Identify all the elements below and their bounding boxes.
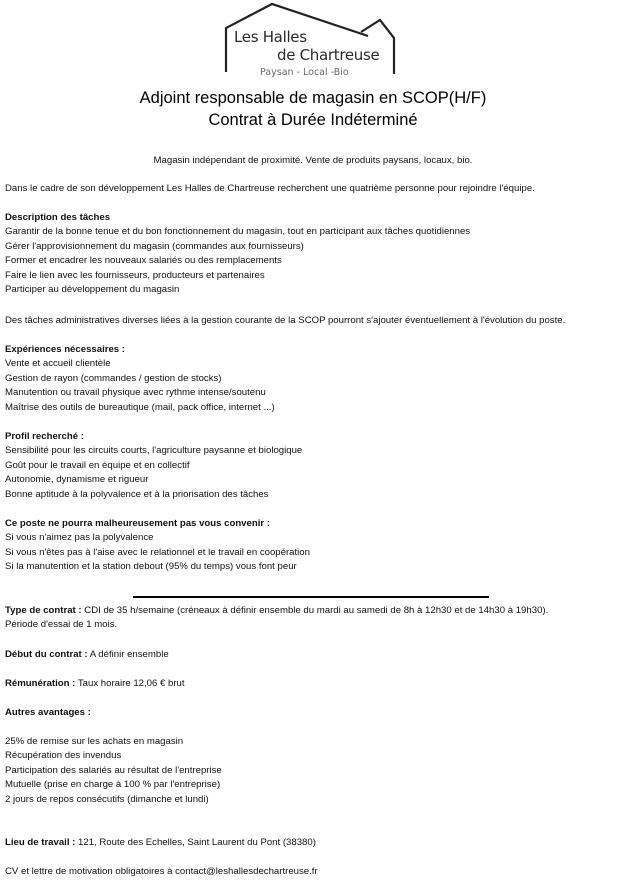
- tasks-heading: Description des tâches: [5, 212, 111, 223]
- benefits-heading-row: [5, 706, 91, 720]
- benefit-item: Mutuelle (prise en charge à 100 % par l'entreprise): [5, 779, 221, 791]
- task-item: Garantir de la bonne tenue et du bon fonctionnement du magasin, tout en participant aux tâches quotidiennes: [5, 226, 471, 238]
- tasks-section: [5, 211, 470, 297]
- profile-item: Goût pour le travail en équipe et en collectif: [5, 459, 190, 471]
- experience-item: Maîtrise des outils de bureautique (mail, pack office, internet ...): [5, 401, 275, 413]
- benefit-item: Participation des salariés au résultat de l'entreprise: [5, 764, 222, 776]
- experience-item: Gestion de rayon (commandes / gestion de stocks): [5, 372, 222, 384]
- not-for-you-item: Si la manutention et la station debout (95% du temps) vous font peur: [5, 561, 297, 573]
- contract-type: [5, 604, 548, 633]
- benefits-list: [5, 735, 222, 807]
- not-for-you-section: [5, 517, 310, 575]
- benefit-item: Récupération des invendus: [5, 750, 122, 762]
- not-for-you-item: Si vous n'êtes pas à l'aise avec le relationnel et le travail en coopération: [5, 546, 310, 558]
- contract-type-label: Type de contrat :: [5, 605, 82, 616]
- context-paragraph: Dans le cadre de son développement Les Halles de Chartreuse recherchent une quatrième personne pour rejoindre l'équipe.: [5, 183, 535, 194]
- not-for-you-item: Si vous n'aimez pas la polyvalence: [5, 532, 154, 544]
- experience-section: [5, 343, 275, 415]
- contract-start: [5, 648, 169, 662]
- salary-value: Taux horaire 12,06 € brut: [75, 678, 185, 689]
- experience-item: Vente et accueil clientèle: [5, 358, 111, 370]
- benefits-heading: Autres avantages :: [5, 707, 91, 718]
- experience-item: Manutention ou travail physique avec rythme intense/soutenu: [5, 387, 266, 399]
- task-item: Participer au développement du magasin: [5, 284, 180, 296]
- store-intro: Magasin indépendant de proximité. Vente de produits paysans, locaux, bio.: [153, 155, 473, 166]
- logo-name-line1: Les Halles: [234, 28, 307, 46]
- work-location-label: Lieu de travail :: [5, 837, 76, 848]
- company-logo: [222, 2, 398, 80]
- logo-tagline: Paysan - Local -Bio: [260, 67, 349, 78]
- trial-period: Période d'essai de 1 mois.: [5, 619, 118, 631]
- benefit-item: 2 jours de repos consécutifs (dimanche et lundi): [5, 793, 209, 805]
- profile-item: Sensibilité pour les circuits courts, l'agriculture paysanne et biologique: [5, 445, 303, 457]
- salary: [5, 677, 185, 691]
- application-instructions: [5, 865, 318, 879]
- task-item: Former et encadrer les nouveaux salariés ou des remplacements: [5, 255, 282, 267]
- application-text: CV et lettre de motivation obligatoires à: [5, 866, 176, 877]
- admin-note: Des tâches administratives diverses liées à la gestion courante de la SCOP pourront s'ajouter éventuellement à l'évolution du poste.: [5, 315, 566, 326]
- contract-start-label: Début du contrat :: [5, 649, 88, 660]
- task-item: Faire le lien avec les fournisseurs, producteurs et partenaires: [5, 269, 265, 281]
- logo-name-line2: de Chartreuse: [277, 46, 380, 64]
- profile-item: Bonne aptitude à la polyvalence et à la priorisation des tâches: [5, 488, 269, 500]
- not-for-you-heading: Ce poste ne pourra malheureusement pas vous convenir :: [5, 518, 270, 529]
- contract-start-value: A définir ensemble: [87, 649, 169, 660]
- benefit-item: 25% de remise sur les achats en magasin: [5, 736, 184, 747]
- section-divider: [133, 596, 489, 598]
- contract-type-value: CDI de 35 h/semaine (créneaux à définir ensemble du mardi au samedi de 8h à 12h30 et de 14h30 à 19h30).: [81, 605, 549, 616]
- profile-item: Autonomie, dynamisme et rigueur: [5, 474, 149, 486]
- job-title: Adjoint responsable de magasin en SCOP(H/F): [139, 89, 487, 107]
- contract-title: Contrat à Durée Indéterminé: [208, 111, 418, 129]
- salary-label: Rémunération :: [5, 678, 76, 689]
- experience-heading: Expériences nécessaires :: [5, 344, 126, 355]
- profile-section: [5, 430, 302, 502]
- profile-heading: Profil recherché :: [5, 431, 84, 442]
- work-location-value: 121, Route des Echelles, Saint Laurent du Pont (38380): [75, 837, 316, 848]
- task-item: Gérer l'approvisionnement du magasin (commandes aux fournisseurs): [5, 240, 304, 252]
- work-location: [5, 836, 316, 850]
- contact-email-link[interactable]: contact@leshallesdechartreuse.fr: [175, 866, 318, 877]
